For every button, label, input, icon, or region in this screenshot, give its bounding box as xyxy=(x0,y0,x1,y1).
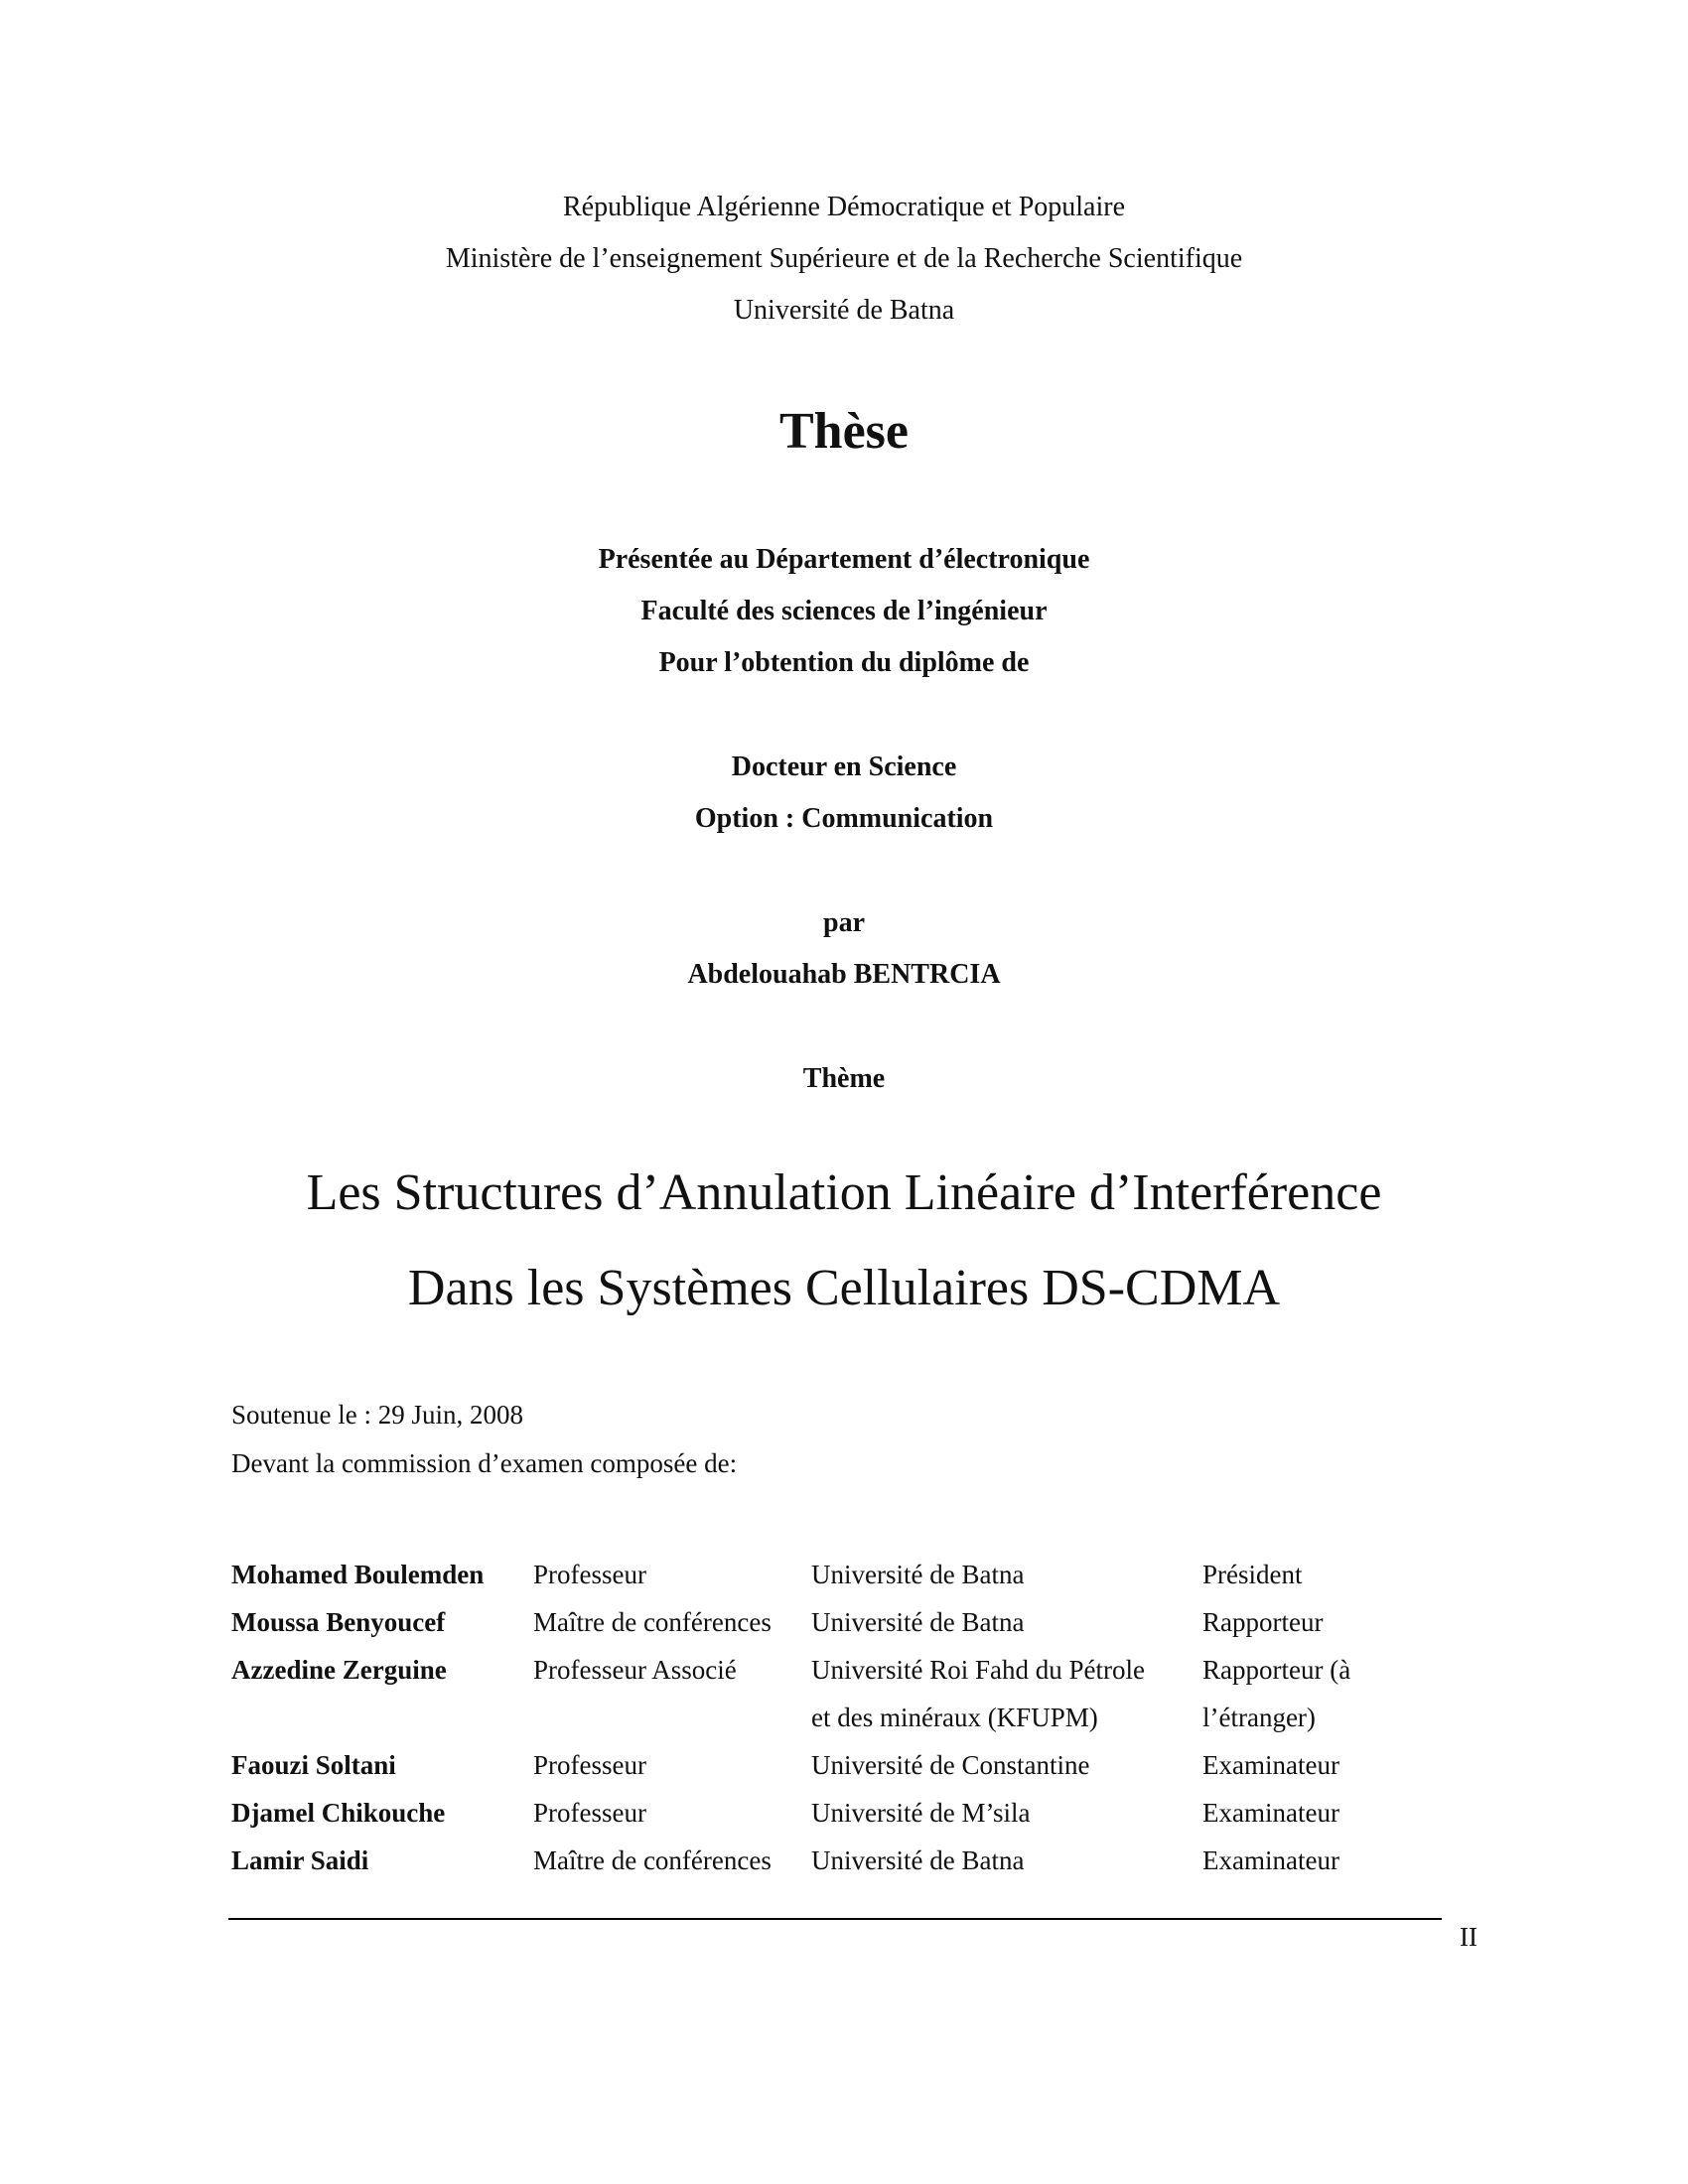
author-name: Abdelouahab BENTRCIA xyxy=(687,959,1001,990)
member-name: Lamir Saidi xyxy=(231,1845,369,1875)
member-university: Université de Batna xyxy=(811,1845,1025,1875)
degree-name: Docteur en Science xyxy=(731,751,957,782)
page-number: II xyxy=(1460,1922,1477,1952)
member-university: et des minéraux (KFUPM) xyxy=(811,1703,1098,1732)
member-name: Djamel Chikouche xyxy=(231,1798,446,1828)
defense-date: Soutenue le : 29 Juin, 2008 xyxy=(231,1400,523,1430)
member-role: l’étranger) xyxy=(1202,1703,1316,1732)
member-title: Maître de conférences xyxy=(533,1607,772,1637)
member-title: Maître de conférences xyxy=(533,1845,772,1875)
member-title: Professeur xyxy=(533,1750,646,1780)
diploma-intro-line: Pour l’obtention du diplôme de xyxy=(658,647,1030,678)
member-name: Azzedine Zerguine xyxy=(231,1655,447,1685)
committee-intro: Devant la commission d’examen composée de: xyxy=(231,1448,738,1478)
member-title: Professeur Associé xyxy=(533,1655,737,1685)
member-university: Université de Batna xyxy=(811,1560,1025,1589)
member-name: Mohamed Boulemden xyxy=(231,1560,485,1589)
university-line: Université de Batna xyxy=(733,295,955,326)
document-title: Thèse xyxy=(779,403,909,460)
ministry-line: Ministère de l’enseignement Supérieure et de la Recherche Scientifique xyxy=(445,243,1243,274)
theme-title-line-1: Les Structures d’Annulation Linéaire d’Interférence xyxy=(306,1164,1382,1221)
member-university: Université Roi Fahd du Pétrole xyxy=(811,1655,1145,1685)
member-university: Université de M’sila xyxy=(811,1798,1031,1828)
member-role: Examinateur xyxy=(1202,1798,1339,1828)
member-name: Moussa Benyoucef xyxy=(231,1607,446,1637)
faculty-line: Faculté des sciences de l’ingénieur xyxy=(640,596,1048,626)
degree-option: Option : Communication xyxy=(694,803,994,834)
member-title: Professeur xyxy=(533,1798,646,1828)
member-role: Examinateur xyxy=(1202,1845,1339,1875)
member-name: Faouzi Soltani xyxy=(231,1750,396,1780)
member-university: Université de Batna xyxy=(811,1607,1025,1637)
footer-divider xyxy=(228,1918,1442,1920)
by-label: par xyxy=(823,907,865,938)
member-role: Rapporteur (à xyxy=(1202,1655,1351,1685)
member-role: Rapporteur xyxy=(1202,1607,1324,1637)
member-role: Président xyxy=(1202,1560,1303,1589)
department-line: Présentée au Département d’électronique xyxy=(598,544,1090,575)
theme-label: Thème xyxy=(802,1063,886,1094)
republic-line: République Algérienne Démocratique et Populaire xyxy=(562,192,1126,222)
member-university: Université de Constantine xyxy=(811,1750,1090,1780)
theme-title-line-2: Dans les Systèmes Cellulaires DS-CDMA xyxy=(407,1260,1281,1316)
member-role: Examinateur xyxy=(1202,1750,1339,1780)
member-title: Professeur xyxy=(533,1560,646,1589)
